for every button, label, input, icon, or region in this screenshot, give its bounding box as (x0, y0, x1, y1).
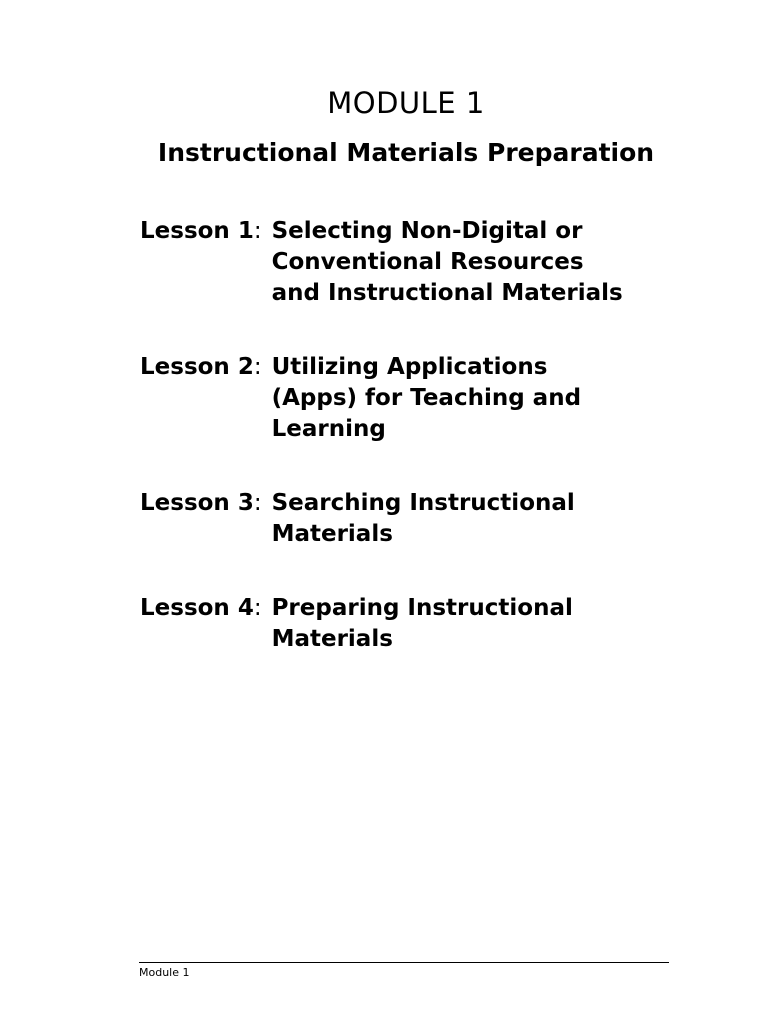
lesson-item-4 (140, 593, 760, 655)
module-title: MODULE 1 (327, 86, 485, 120)
module-subtitle: Instructional Materials Preparation (157, 138, 655, 167)
lesson-item-3 (140, 488, 760, 550)
lesson-label: Lesson 1 (140, 218, 254, 244)
lesson-title: Searching Instructional Materials (271, 490, 575, 547)
lesson-label: Lesson 3 (140, 490, 254, 516)
lesson-list (140, 216, 760, 698)
lesson-item-2 (140, 352, 760, 445)
lesson-colon: : (253, 490, 262, 516)
lesson-title: Utilizing Applications (Apps) for Teaching and Learning (271, 354, 582, 442)
lesson-colon: : (253, 595, 262, 621)
lesson-title: Preparing Instructional Materials (271, 595, 573, 652)
lesson-colon: : (253, 354, 262, 380)
lesson-label: Lesson 4 (140, 595, 254, 621)
lesson-colon: : (253, 218, 262, 244)
lesson-title: Selecting Non-Digital or Conventional Resources and Instructional Materials (271, 218, 623, 306)
footer-label: Module 1 (139, 966, 190, 979)
footer-divider (139, 962, 669, 963)
lesson-label: Lesson 2 (140, 354, 254, 380)
lesson-item-1 (140, 216, 760, 309)
